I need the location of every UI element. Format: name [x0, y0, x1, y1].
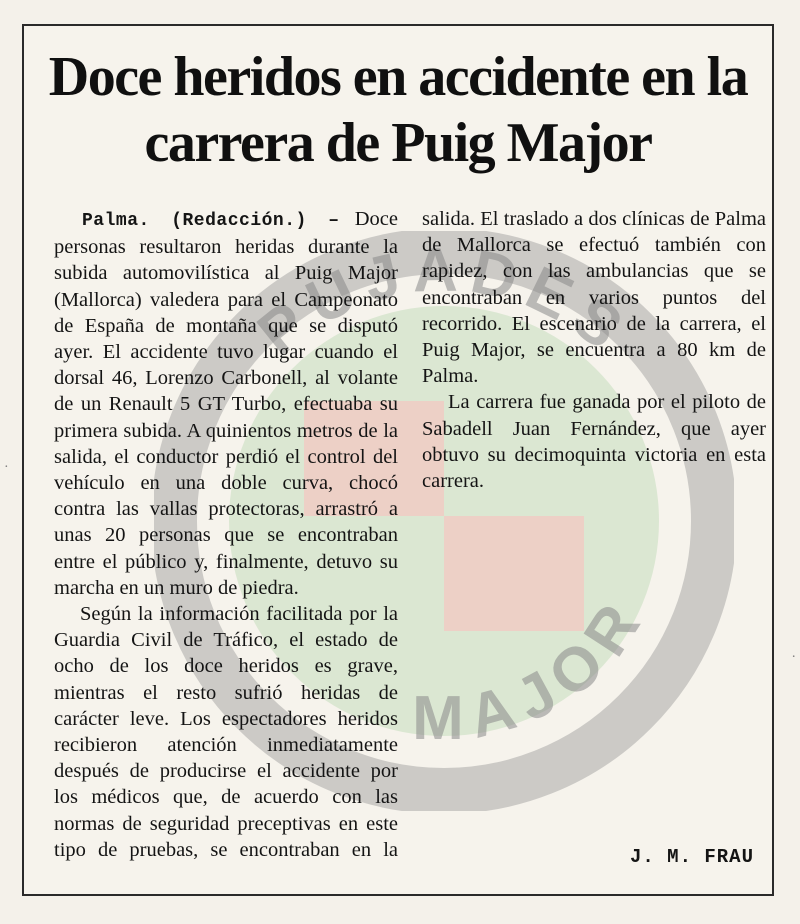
- dateline: Palma. (Redacción.) –: [82, 211, 340, 231]
- stamp-text-top: PUJADES: [245, 235, 643, 369]
- article-paragraph-3: La carrera fue ganada por el piloto de Sabadell Juan Fernández, que ayer obtuvo su decimoquinta victoria en esta carrera.: [422, 391, 766, 493]
- scan-edge-mark: ·: [4, 460, 9, 475]
- paragraph-1-text: Doce personas resultaron heridas durante la subida automovilística al Puig Major (Mallorca) valedera para el Campeonato de España de montaña que se disputó ayer. El accidente tuvo lugar cuando el dorsal 46, Lorenzo Carbonell, al volante de un Renault 5 GT Turbo, efectuaba su primera subida. A quinientos metros de la salida, el conductor perdió el control del vehículo en una doble curva, chocó contra las vallas protectoras, arrastró a unas 20 personas que se encontraban entre el público y, finalmente, detuvo su marcha en un muro de piedra.: [54, 208, 398, 599]
- byline: J. M. FRAU: [629, 846, 754, 868]
- scan-edge-mark: ·: [791, 650, 796, 665]
- stamp-text-bottom: MAJOR: [412, 582, 660, 753]
- article-paragraph-2: Según la información facilitada por la Guardia Civil de Tráfico, el estado de ocho de los doce heridos es grave, mientras el resto sufrió heridas de carácter leve. Los espectadores heridos recibieron atención inmediatamente después de producirse el accidente por los médicos que, de acuerdo con las normas de seguridad preceptivas en este tipo de pruebas, se encontraban en la salida. El traslado a dos clínicas de Palma de Mallorca se efectuó también con rapidez, con las ambulancias que se encontraban en varios puntos del recorrido. El escenario de la carrera, el Puig Major, se encuentra a 80 km de Palma.: [54, 208, 766, 861]
- newspaper-clipping: [22, 24, 774, 896]
- headline: Doce heridos en accidente en la carrera de Puig Major: [48, 46, 748, 174]
- article-paragraph-1: [54, 206, 398, 601]
- article-body: [54, 206, 766, 886]
